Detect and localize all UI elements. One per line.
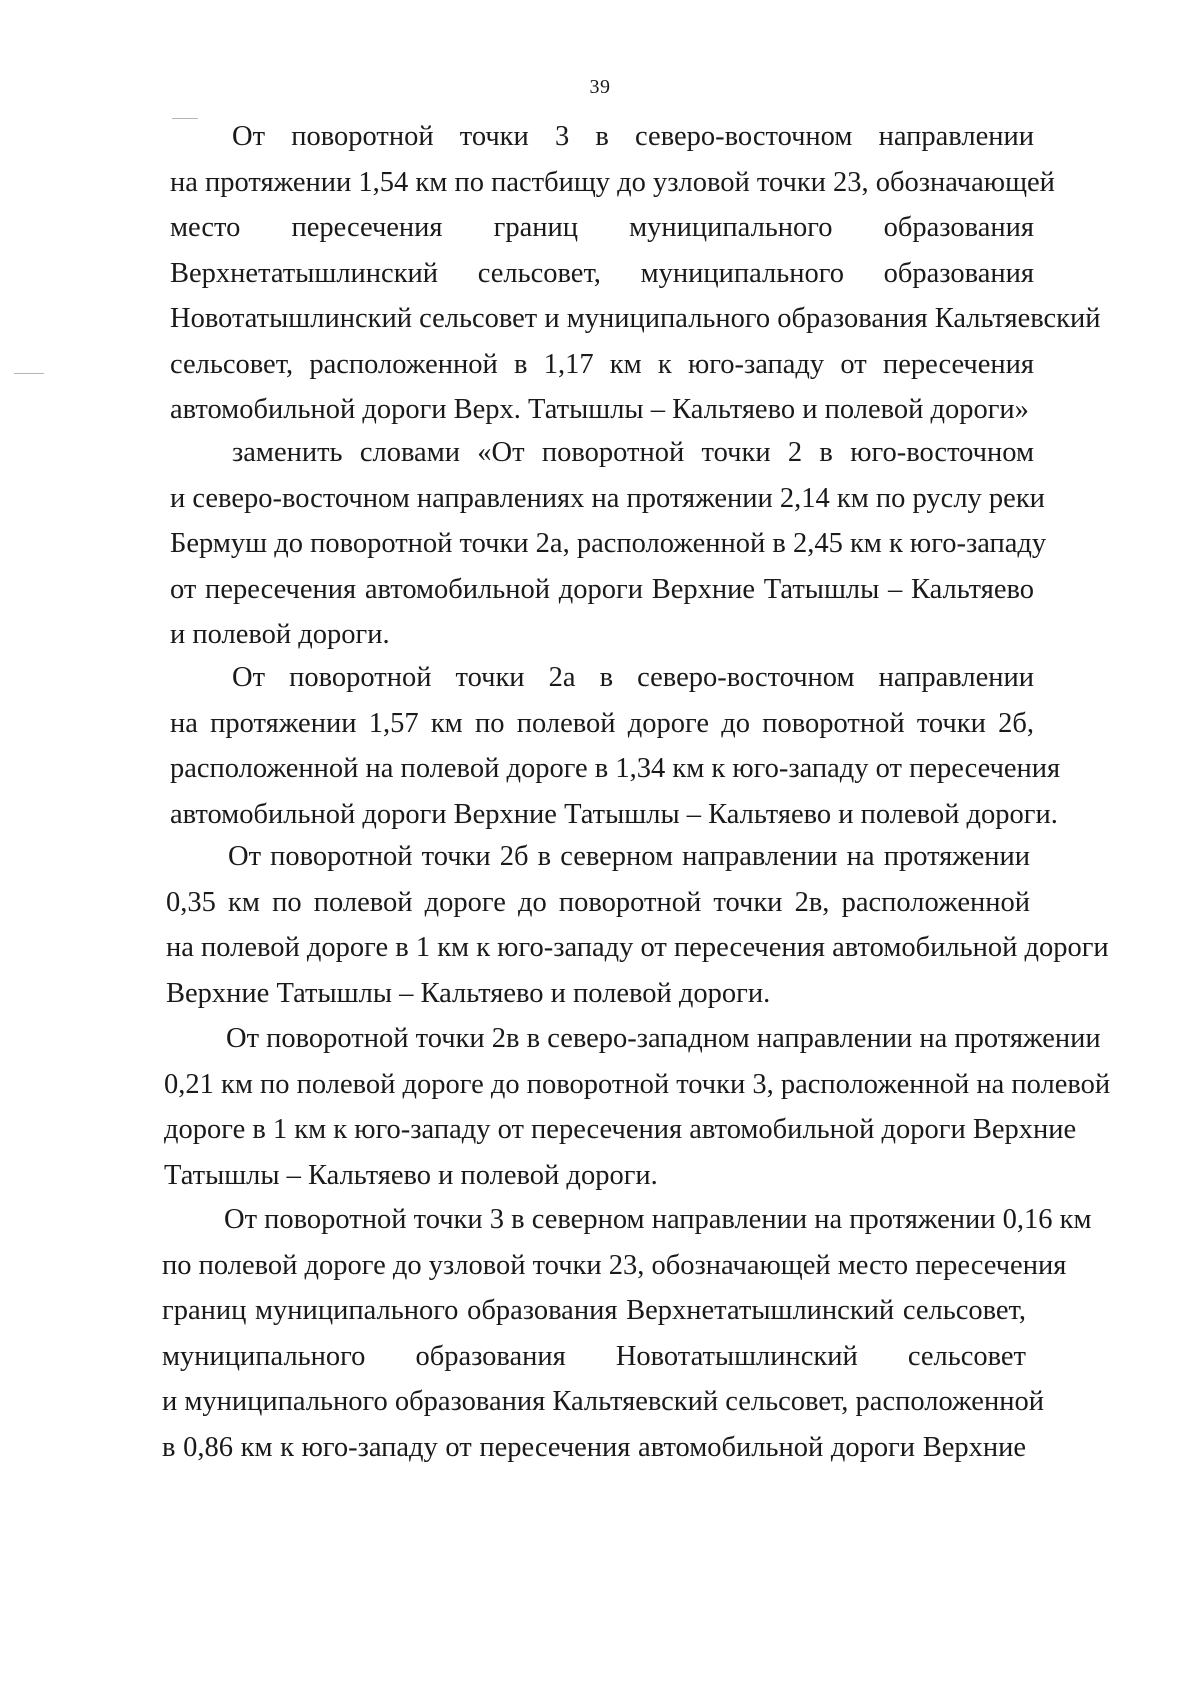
text-line: муниципального образования Новотатышлинский сельсовет [162, 1340, 1026, 1372]
text-line: Верхнетатышлинский сельсовет, муниципального образования [170, 257, 1034, 289]
paragraph-2 [170, 430, 1047, 658]
text-line: на протяжении 1,57 км по полевой дороге до поворотной точки 2б, [170, 707, 1034, 739]
text-line: место пересечения границ муниципального образования [170, 212, 1034, 243]
text-line: От поворотной точки 3 в северо-восточном направлении [232, 121, 1034, 152]
text-line: заменить словами «От поворотной точки 2 в юго-восточном [232, 437, 1034, 468]
text-line: Новотатышлинский сельсовет и муниципального образования Кальтяевский [170, 303, 1101, 334]
text-line: сельсовет, расположенной в 1,17 км к юго-западу от пересечения [170, 348, 1034, 380]
text-line: в 0,86 км к юго-западу от пересечения автомобильной дороги Верхние [162, 1431, 1026, 1463]
text-line: От поворотной точки 2а в северо-восточном направлении [232, 662, 1034, 693]
text-line: Верхние Татышлы – Кальтяево и полевой дороги. [166, 977, 771, 1009]
paragraph-5 [164, 1016, 1111, 1198]
text-line: автомобильной дороги Верх. Татышлы – Кальтяево и полевой дороги» [170, 394, 1029, 425]
text-line: 0,35 км по полевой дороге до поворотной точки 2в, расположенной [166, 886, 1030, 918]
text-line: 0,21 км по полевой дороге до поворотной точки 3, расположенной на полевой [164, 1068, 1111, 1100]
text-line: по полевой дороге до узловой точки 23, обозначающей место пересечения [162, 1249, 1067, 1281]
text-line: дороге в 1 км к юго-западу от пересечения автомобильной дороги Верхние [164, 1114, 1077, 1145]
paragraph-6 [162, 1197, 1092, 1470]
text-line: Бермуш до поворотной точки 2а, расположенной в 2,45 км к юго-западу [170, 528, 1047, 559]
text-line: и северо-восточном направлениях на протяжении 2,14 км по руслу реки [170, 482, 1045, 514]
text-line: и полевой дороги. [170, 619, 390, 650]
paragraph-1 [170, 114, 1101, 433]
text-line: От поворотной точки 2в в северо-западном направлении на протяжении [226, 1023, 1101, 1054]
text-line: на протяжении 1,54 км по пастбищу до узловой точки 23, обозначающей [170, 166, 1055, 198]
text-line: на полевой дороге в 1 км к юго-западу от пересечения автомобильной дороги [166, 932, 1109, 963]
text-line: От поворотной точки 2б в северном направлении на протяжении [228, 841, 1030, 872]
page-number: 39 [589, 76, 611, 98]
scan-artifact-mark [14, 373, 44, 374]
text-line: расположенной на полевой дороге в 1,34 км к юго-западу от пересечения [170, 753, 1061, 784]
paragraph-3 [170, 655, 1061, 837]
text-line: и муниципального образования Кальтяевский сельсовет, расположенной [162, 1386, 1044, 1417]
paragraph-4 [166, 834, 1109, 1016]
text-line: автомобильной дороги Верхние Татышлы – Кальтяево и полевой дороги. [170, 798, 1058, 830]
text-line: От поворотной точки 3 в северном направлении на протяжении 0,16 км [224, 1204, 1092, 1235]
text-line: границ муниципального образования Верхнетатышлинский сельсовет, [162, 1295, 1026, 1326]
text-line: Татышлы – Кальтяево и полевой дороги. [164, 1159, 658, 1191]
text-line: от пересечения автомобильной дороги Верхние Татышлы – Кальтяево [170, 573, 1034, 605]
